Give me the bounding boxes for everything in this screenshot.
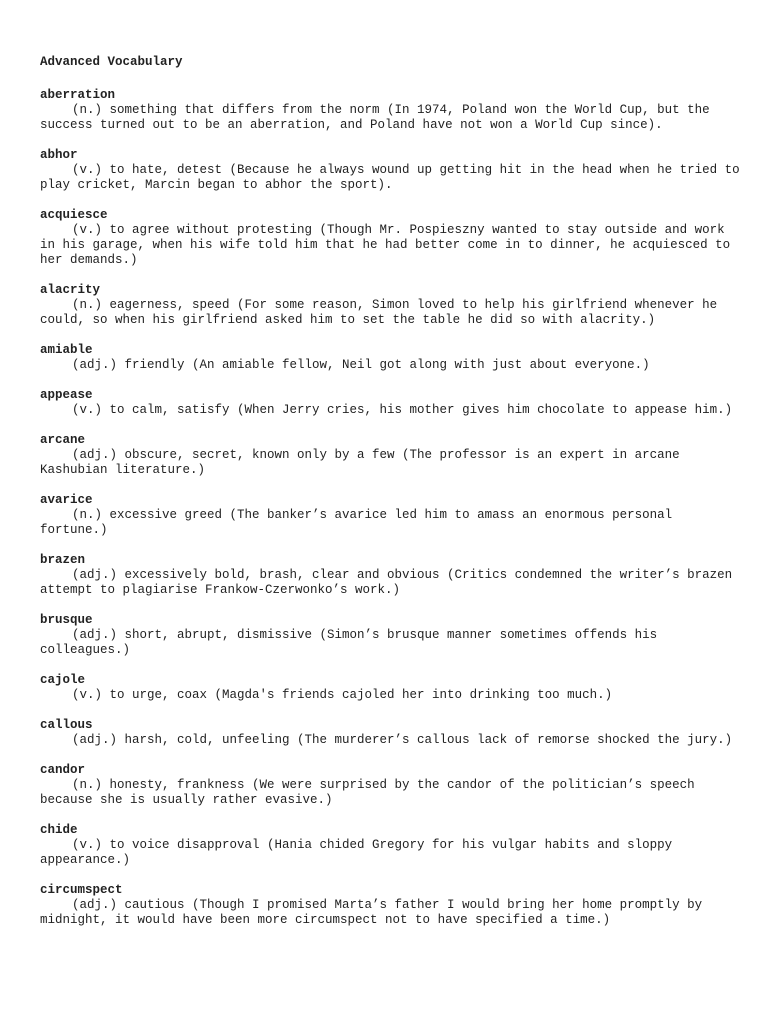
vocab-definition: (adj.) excessively bold, brash, clear and obvious (Critics condemned the writer’s brazen attempt to plagiarise Frankow-Czerwonko’s work.) [40, 568, 733, 597]
vocab-entry [40, 883, 740, 928]
vocab-term: candor [40, 763, 86, 777]
vocab-term: amiable [40, 343, 93, 357]
vocab-definition: (adj.) obscure, secret, known only by a few (The professor is an expert in arcane Kashubian literature.) [40, 448, 680, 477]
vocab-term: cajole [40, 673, 86, 687]
vocab-definition: (v.) to calm, satisfy (When Jerry cries, his mother gives him chocolate to appease him.) [72, 403, 733, 417]
vocab-definition: (adj.) friendly (An amiable fellow, Neil got along with just about everyone.) [72, 358, 650, 372]
vocab-term: aberration [40, 88, 116, 102]
vocab-term: brusque [40, 613, 93, 627]
vocab-term: alacrity [40, 283, 101, 297]
vocab-entry [40, 553, 740, 598]
vocab-definition: (v.) to voice disapproval (Hania chided Gregory for his vulgar habits and sloppy appearance.) [40, 838, 673, 867]
document-title: Advanced Vocabulary [40, 55, 183, 69]
vocab-term: circumspect [40, 883, 123, 897]
vocab-term: arcane [40, 433, 86, 447]
vocab-term: abhor [40, 148, 78, 162]
vocab-definition: (adj.) harsh, cold, unfeeling (The murderer’s callous lack of remorse shocked the jury.) [72, 733, 733, 747]
vocab-entry [40, 433, 740, 478]
vocab-definition: (adj.) short, abrupt, dismissive (Simon’s brusque manner sometimes offends his colleagues.) [40, 628, 658, 657]
vocab-entry [40, 283, 740, 328]
vocab-definition: (n.) eagerness, speed (For some reason, Simon loved to help his girlfriend whenever he could, so when his girlfriend asked him to set the table he did so with alacrity.) [40, 298, 718, 327]
vocab-entry [40, 718, 740, 748]
vocab-entry [40, 148, 740, 193]
vocab-term: callous [40, 718, 93, 732]
vocab-definition: (adj.) cautious (Though I promised Marta’s father I would bring her home promptly by midnight, it would have been more circumspect not to have specified a time.) [40, 898, 703, 927]
vocab-entry [40, 88, 740, 133]
vocab-term: appease [40, 388, 93, 402]
vocab-definition: (v.) to agree without protesting (Though Mr. Pospieszny wanted to stay outside and work in his garage, when his wife told him that he had better come in to dinner, he acquiesced to her demands.) [40, 223, 731, 267]
vocab-term: brazen [40, 553, 86, 567]
document-page [40, 55, 740, 943]
vocab-definition: (n.) honesty, frankness (We were surprised by the candor of the politician’s speech because she is usually rather evasive.) [40, 778, 695, 807]
vocab-entry [40, 823, 740, 868]
vocab-entry [40, 493, 740, 538]
vocab-entry [40, 673, 740, 703]
vocab-entry [40, 343, 740, 373]
vocab-entry [40, 613, 740, 658]
vocab-term: acquiesce [40, 208, 108, 222]
vocab-term: chide [40, 823, 78, 837]
vocab-entry [40, 388, 740, 418]
vocab-definition: (v.) to urge, coax (Magda's friends cajoled her into drinking too much.) [72, 688, 613, 702]
vocab-definition: (n.) something that differs from the norm (In 1974, Poland won the World Cup, but the success turned out to be an aberration, and Poland have not won a World Cup since). [40, 103, 710, 132]
vocab-definition: (v.) to hate, detest (Because he always wound up getting hit in the head when he tried to play cricket, Marcin began to abhor the sport). [40, 163, 740, 192]
vocab-term: avarice [40, 493, 93, 507]
vocab-definition: (n.) excessive greed (The banker’s avarice led him to amass an enormous personal fortune.) [40, 508, 673, 537]
vocab-entry [40, 763, 740, 808]
vocab-entry [40, 208, 740, 268]
